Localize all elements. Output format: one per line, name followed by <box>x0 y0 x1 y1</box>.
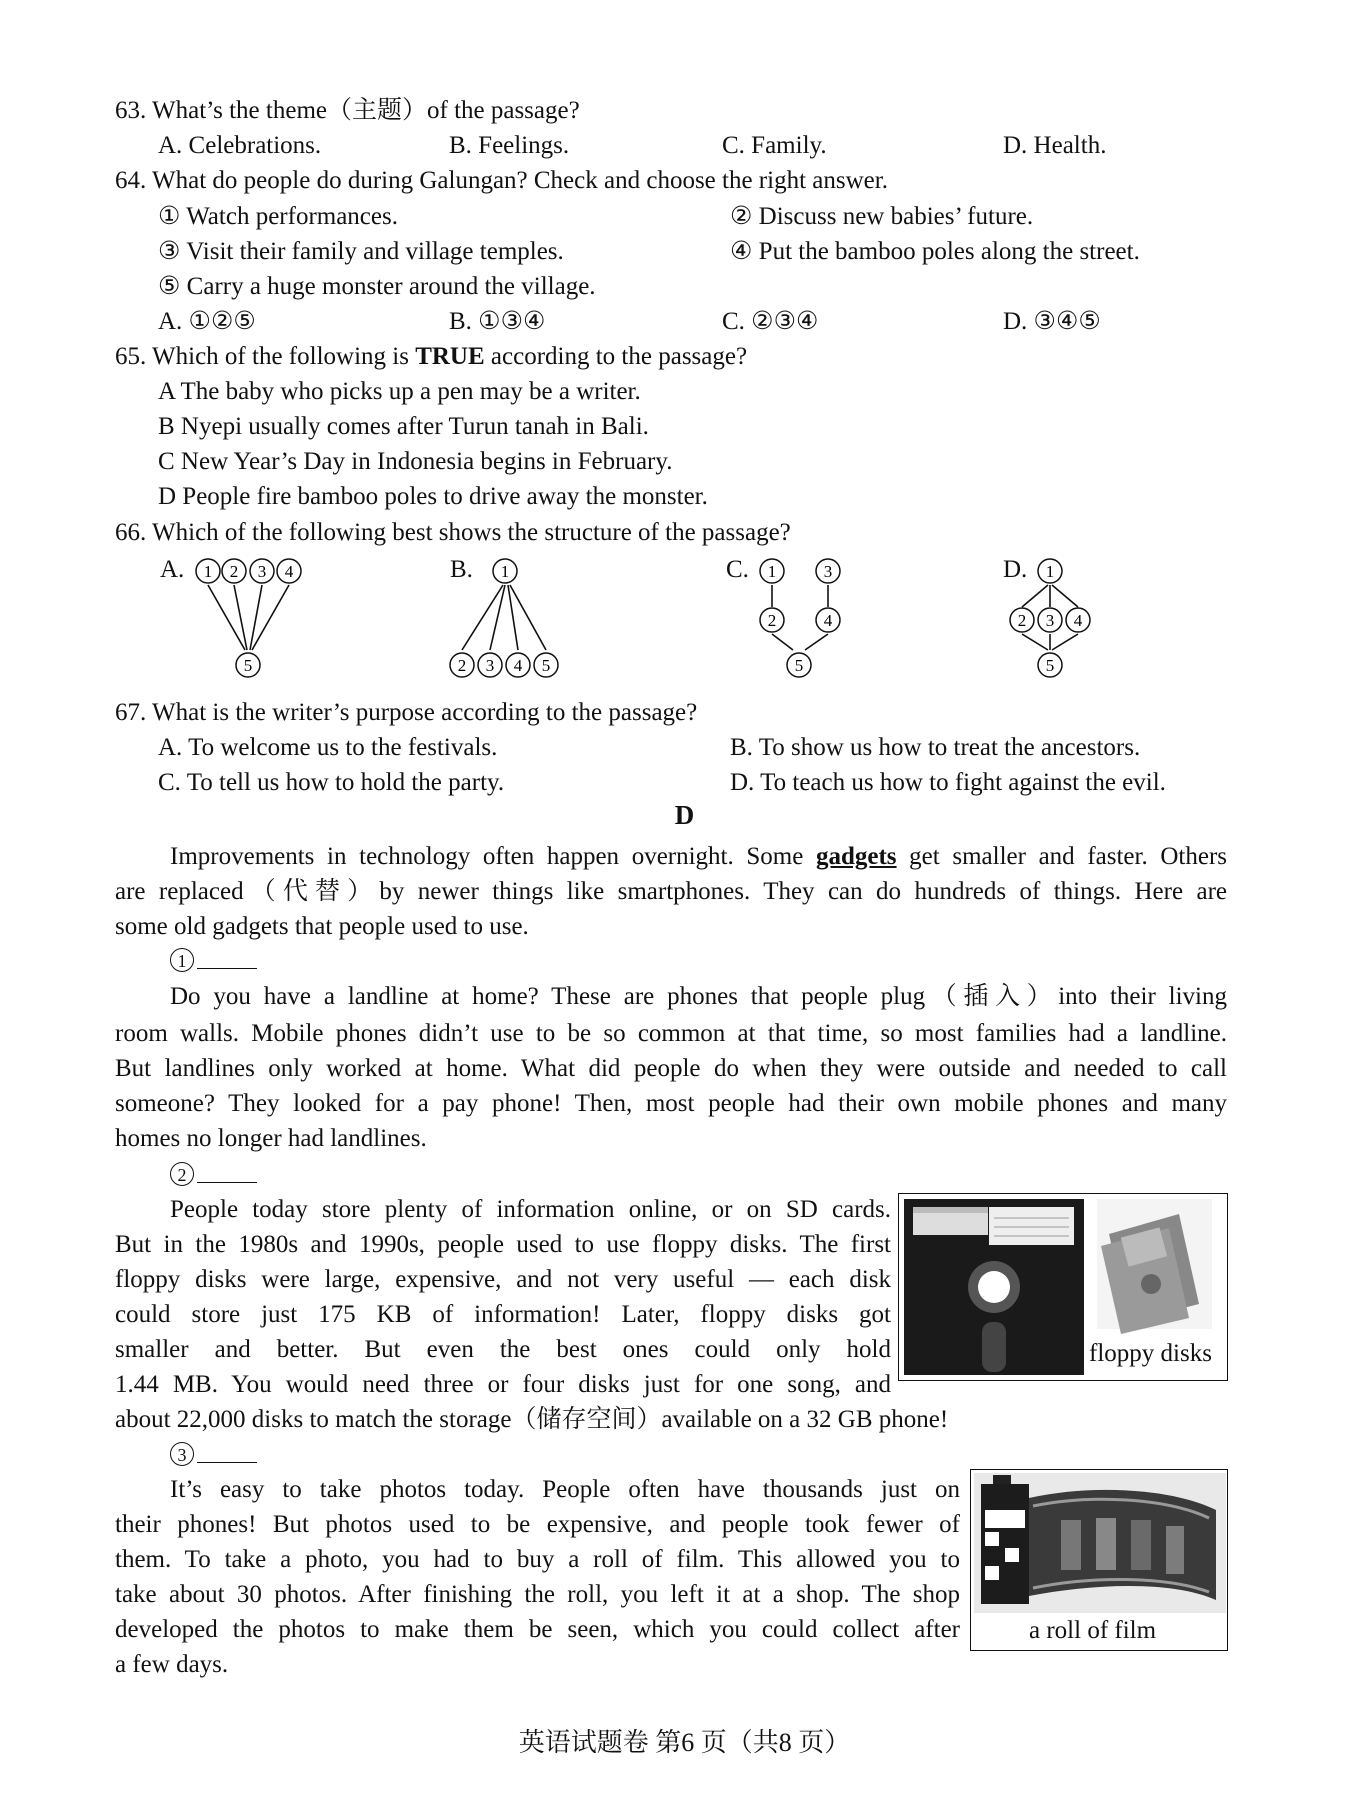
blank-2: 2 <box>170 1160 257 1191</box>
blank-1: 1 <box>170 946 257 977</box>
para2-line-6: 1.44 MB. You would need three or four disks just for one song, and <box>115 1371 891 1398</box>
diagram-node-label: 1 <box>203 562 213 581</box>
para3-line-5: developed the photos to make them be seen, which you could collect after <box>115 1616 960 1643</box>
q64-item-3: ③ Visit their family and village temples. <box>158 238 564 265</box>
q63-option-d: D. Health. <box>1003 132 1107 159</box>
para1-line-2: room walls. Mobile phones didn’t use to be so common at that time, so most families had a landline. <box>115 1020 1227 1047</box>
diagram-node-label: 3 <box>823 562 833 581</box>
q66-label-b: B. <box>450 556 473 583</box>
diagram-node-label: 1 <box>500 562 510 581</box>
para2-line-2: But in the 1980s and 1990s, people used to use floppy disks. The first <box>115 1231 891 1258</box>
q63-stem: 63. What’s the theme（主题）of the passage? <box>115 97 580 124</box>
page-footer: 英语试题卷 第6 页（共8 页） <box>518 1728 851 1757</box>
para3-line-3: them. To take a photo, you had to buy a roll of film. This allowed you to <box>115 1546 960 1573</box>
para2-line-1: People today store plenty of information online, or on SD cards. <box>170 1196 891 1223</box>
q64-item-5: ⑤ Carry a huge monster around the village. <box>158 273 596 300</box>
diagram-lines <box>208 585 1078 650</box>
q66-stem: 66. Which of the following best shows the structure of the passage? <box>115 519 791 546</box>
film-caption: a roll of film <box>1029 1617 1157 1644</box>
q66-structure-diagrams <box>0 555 1369 675</box>
diagram-node-label: 4 <box>513 656 523 675</box>
q65-true-keyword: TRUE <box>415 343 485 370</box>
floppy-disks-figure <box>898 1193 1228 1381</box>
q65-stem: 65. Which of the following is TRUE according to the passage? <box>115 343 748 370</box>
q66-label-d: D. <box>1003 556 1028 583</box>
diagram-node-label: 4 <box>823 611 833 630</box>
diagram-node-label: 3 <box>1045 611 1055 630</box>
q65-option-d: D People fire bamboo poles to drive away the monster. <box>158 483 708 510</box>
diagram-node-label: 2 <box>457 656 467 675</box>
para1-line-4: someone? They looked for a pay phone! Then, most people had their own mobile phones and many <box>115 1090 1227 1117</box>
diagram-node-label: 2 <box>1017 611 1027 630</box>
film-roll-figure <box>970 1469 1228 1651</box>
q64-item-2: ② Discuss new babies’ future. <box>730 203 1034 230</box>
q67-option-d: D. To teach us how to fight against the evil. <box>730 769 1166 796</box>
para2-line-7: about 22,000 disks to match the storage（储存空间）available on a 32 GB phone! <box>115 1406 949 1433</box>
intro-line-1: Improvements in technology often happen overnight. Some gadgets get smaller and faster. Others <box>170 843 1227 870</box>
para1-line-5: homes no longer had landlines. <box>115 1125 427 1152</box>
diagram-node-label: 3 <box>485 656 495 675</box>
q67-option-c: C. To tell us how to hold the party. <box>158 769 505 796</box>
para2-line-5: smaller and better. But even the best ones could only hold <box>115 1336 891 1363</box>
q67-stem: 67. What is the writer’s purpose according to the passage? <box>115 699 698 726</box>
diagram-node-label: 4 <box>284 562 294 581</box>
para1-line-3: But landlines only worked at home. What did people do when they were outside and needed to call <box>115 1055 1227 1082</box>
q64-option-d: D. ③④⑤ <box>1003 308 1101 335</box>
q67-option-a: A. To welcome us to the festivals. <box>158 734 498 761</box>
gadgets-keyword: gadgets <box>815 843 897 870</box>
diagram-node-label: 5 <box>794 656 804 675</box>
diagram-node-label: 5 <box>541 656 551 675</box>
diagram-node-label: 5 <box>243 656 253 675</box>
q64-option-b: B. ①③④ <box>449 308 546 335</box>
para3-line-1: It’s easy to take photos today. People often have thousands just on <box>170 1476 960 1503</box>
diagram-node-label: 3 <box>257 562 267 581</box>
q63-option-b: B. Feelings. <box>449 132 570 159</box>
diagram-node-label: 5 <box>1045 656 1055 675</box>
q63-option-c: C. Family. <box>722 132 827 159</box>
q65-option-b: B Nyepi usually comes after Turun tanah in Bali. <box>158 413 649 440</box>
q65-option-a: A The baby who picks up a pen may be a writer. <box>158 378 641 405</box>
q64-option-c: C. ②③④ <box>722 308 819 335</box>
floppy-caption: floppy disks <box>1089 1340 1212 1367</box>
q66-label-a: A. <box>160 556 185 583</box>
intro-line-2: are replaced（代替）by newer things like smartphones. They can do hundreds of things. Here are <box>115 878 1227 905</box>
intro-line-3: some old gadgets that people used to use. <box>115 913 529 940</box>
section-heading: D <box>674 800 695 830</box>
para2-line-4: could store just 175 KB of information! Later, floppy disks got <box>115 1301 891 1328</box>
q65-option-c: C New Year’s Day in Indonesia begins in February. <box>158 448 673 475</box>
diagram-node-label: 4 <box>1073 611 1083 630</box>
diagram-node-label: 2 <box>767 611 777 630</box>
q67-option-b: B. To show us how to treat the ancestors. <box>730 734 1141 761</box>
diagram-node-label: 1 <box>1045 562 1055 581</box>
q66-label-c: C. <box>726 556 749 583</box>
para3-line-6: a few days. <box>115 1651 229 1678</box>
para3-line-4: take about 30 photos. After finishing the roll, you left it at a shop. The shop <box>115 1581 960 1608</box>
para3-line-2: their phones! But photos used to be expensive, and people took fewer of <box>115 1511 960 1538</box>
para1-line-1: Do you have a landline at home? These are phones that people plug（插入）into their living <box>170 983 1227 1010</box>
q63-option-a: A. Celebrations. <box>158 132 322 159</box>
q64-option-a: A. ①②⑤ <box>158 308 256 335</box>
diagram-node-label: 1 <box>767 562 777 581</box>
para2-line-3: floppy disks were large, expensive, and not very useful — each disk <box>115 1266 891 1293</box>
blank-3: 3 <box>170 1440 257 1471</box>
diagram-node-label: 2 <box>229 562 239 581</box>
q64-item-4: ④ Put the bamboo poles along the street. <box>730 238 1140 265</box>
q64-stem: 64. What do people do during Galungan? Check and choose the right answer. <box>115 167 888 194</box>
q64-item-1: ① Watch performances. <box>158 203 398 230</box>
